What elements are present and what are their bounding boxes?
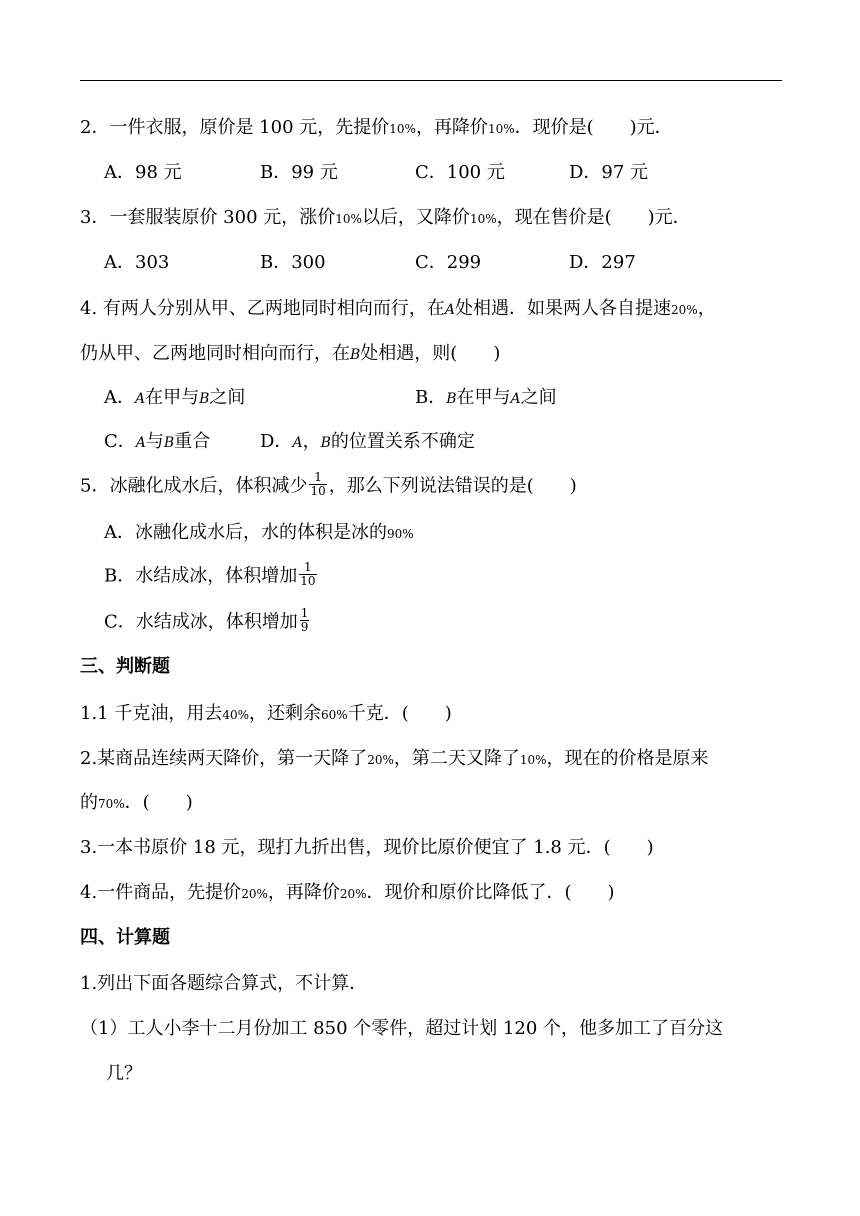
judgement-2-line-2: 的70%．( )	[80, 792, 193, 813]
question-text: ．现价是( )元．	[514, 117, 673, 138]
section-title-calculation: 四、计算题	[80, 927, 170, 948]
calculation-1: 1.列出下面各题综合算式，不计算．	[80, 973, 368, 994]
percent: 20%	[241, 887, 268, 901]
question-text: 处相遇，则( )	[360, 343, 501, 364]
option-a[interactable]: A．303	[104, 252, 170, 273]
question-5-option-b[interactable]: B．水结成冰，体积增加 $\frac{1}{10}$	[104, 560, 316, 588]
variable: B	[350, 347, 361, 363]
judgement-3: 3.一本书原价 18 元，现打九折出售，现价比原价便宜了 1.8 元．( )	[80, 837, 654, 858]
option-d[interactable]: D．A，B的位置关系不确定	[260, 431, 475, 452]
percent: 10%	[335, 212, 362, 226]
judgement-2-line-1: 2.某商品连续两天降价，第一天降了20%，第二天又降了10%，现在的价格是原来	[80, 748, 709, 769]
option-b[interactable]: B．300	[260, 252, 326, 273]
option-c[interactable]: C．A与B重合	[104, 431, 211, 452]
option-d[interactable]: D．297	[569, 252, 636, 273]
option-c[interactable]: C．299	[415, 252, 482, 273]
header-rule	[80, 80, 782, 81]
question-5-option-c[interactable]: C．水结成冰，体积增加 $\frac{1}{9}$	[104, 606, 309, 634]
question-text: 3．一套服装原价 300 元，涨价	[80, 207, 336, 228]
question-4-line-2	[80, 342, 500, 367]
question-5	[80, 470, 577, 500]
option-c[interactable]: C．100 元	[415, 162, 505, 183]
judgement-1: 1.1 千克油，用去40%，还剩余60%千克．( )	[80, 703, 452, 724]
question-text: 5．冰融化成水后，体积减少	[80, 475, 308, 497]
option-a[interactable]: A．A在甲与B之间	[104, 387, 246, 408]
percent: 10%	[519, 753, 547, 767]
percent: 10%	[487, 122, 515, 136]
option-b[interactable]: B．99 元	[260, 162, 338, 183]
percent: 60%	[321, 708, 348, 722]
percent: 90%	[387, 527, 414, 541]
question-text: ，再降价	[415, 117, 488, 138]
question-text: 4. 有两人分别从甲、乙两地同时相向而行，在	[80, 298, 445, 319]
percent: 20%	[671, 303, 698, 317]
percent: 20%	[339, 887, 367, 901]
question-5-option-a[interactable]: A．冰融化成水后，水的体积是冰的90%	[104, 522, 414, 543]
percent: 20%	[367, 753, 394, 767]
calculation-1-1-line-1: （1）工人小李十二月份加工 850 个零件，超过计划 120 个，他多加工了百分这	[80, 1018, 724, 1039]
fraction: $\frac{1}{10}$	[300, 560, 316, 588]
option-b[interactable]: B．B在甲与A之间	[415, 387, 557, 408]
question-text: 仍从甲、乙两地同时相向而行，在	[80, 343, 350, 364]
question-text: 处相遇．如果两人各自提速	[455, 298, 672, 319]
variable: A	[444, 302, 456, 318]
question-4-line-1	[80, 297, 716, 322]
calculation-1-1-line-2: 几？	[106, 1063, 142, 1084]
percent: 40%	[222, 708, 250, 722]
percent: 10%	[469, 212, 497, 226]
question-text: ，	[697, 298, 716, 319]
question-text: ，现在售价是( )元．	[496, 207, 691, 228]
option-d[interactable]: D．97 元	[569, 162, 649, 183]
question-text: 以后，又降价	[361, 207, 470, 228]
percent: 70%	[98, 797, 125, 811]
section-title-judgement: 三、判断题	[80, 656, 170, 677]
judgement-4: 4.一件商品，先提价20%，再降价20%．现价和原价比降低了．( )	[80, 882, 615, 903]
fraction: $\frac{1}{9}$	[300, 606, 309, 634]
fraction: $\frac{1}{10}$	[310, 470, 326, 498]
question-2	[80, 116, 673, 141]
question-text: ，那么下列说法错误的是( )	[328, 475, 577, 497]
question-3	[80, 206, 691, 231]
question-text: 2．一件衣服，原价是 100 元，先提价	[80, 117, 390, 138]
option-a[interactable]: A．98 元	[104, 162, 182, 183]
percent: 10%	[389, 122, 416, 136]
